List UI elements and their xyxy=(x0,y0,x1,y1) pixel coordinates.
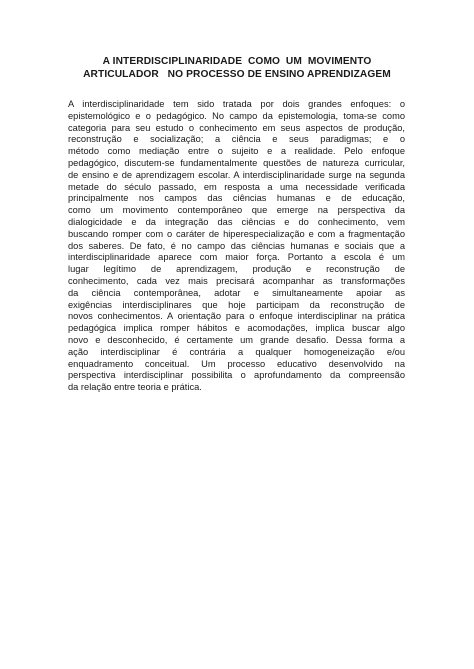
body-line: interdisciplinaridade aparece com maior força. Portanto a escola é um xyxy=(68,252,405,263)
body-line: método como mediação entre o sujeito e a realidade. Pelo enfoque xyxy=(68,146,405,157)
body-line: epistemológico e o pedagógico. No campo da epistemologia, toma-se como xyxy=(68,110,405,121)
body-line: A interdisciplinaridade tem sido tratada por dois grandes enfoques: o xyxy=(68,99,405,109)
body-line: novos conhecimentos. A orientação para o enfoque interdisciplinar na prática xyxy=(68,311,405,322)
body-line: lugar legítimo de aprendizagem, produção e reconstrução de xyxy=(68,264,405,275)
body-line: novo e desconhecido, é certamente um grande desafio. Dessa forma a xyxy=(68,334,405,345)
body-line: da ciência contemporânea, adotar e simultaneamente apoiar as xyxy=(68,287,405,298)
body-line: categoria para seu estudo o conhecimento em seus aspectos de produção, xyxy=(68,122,405,133)
body-paragraph xyxy=(68,99,405,394)
body-line: de ensino e de aprendizagem escolar. A interdisciplinaridade surge na segunda xyxy=(68,169,405,180)
document-title xyxy=(40,55,434,81)
body-line: pedagógica implica romper hábitos e acomodações, implica buscar algo xyxy=(68,323,405,334)
body-line: conhecimento, cada vez mais precisará acompanhar as transformações xyxy=(68,275,405,286)
body-line: exigências interdisciplinares que hoje participam da reconstrução de xyxy=(68,299,405,310)
body-line: dos saberes. De fato, é no campo das ciências humanas e sociais que a xyxy=(68,240,405,251)
body-line: metade do século passado, em resposta a uma necessidade verificada xyxy=(68,181,405,192)
body-line: perspectiva interdisciplinar possibilita o aprofundamento da compreensão xyxy=(68,370,405,381)
body-line: da relação entre teoria e prática. xyxy=(68,382,202,393)
title-line-2: ARTICULADOR NO PROCESSO DE ENSINO APRENDIZAGEM xyxy=(83,69,391,80)
body-line: dialogicidade e da integração das ciências e do conhecimento, vem xyxy=(68,216,405,227)
body-line: reconstrução e socialização; a ciência e seus paradigmas; e o xyxy=(68,134,405,145)
body-line: como um movimento contemporâneo que emerge na perspectiva da xyxy=(68,205,405,216)
body-line: buscando romper com o caráter de hiperespecialização e com a fragmentação xyxy=(68,228,405,239)
title-line-1: A INTERDISCIPLINARIDADE COMO UM MOVIMENTO xyxy=(102,56,372,67)
body-line: pedagógico, discutem-se fundamentalmente questões de natureza curricular, xyxy=(68,157,405,168)
body-line: principalmente nos campos das ciências humanas e de educação, xyxy=(68,193,405,204)
body-line: enquadramento conceitual. Um processo educativo desenvolvido na xyxy=(68,358,405,369)
body-line: ação interdisciplinar é contrária a qualquer homogeneização e/ou xyxy=(68,346,405,357)
